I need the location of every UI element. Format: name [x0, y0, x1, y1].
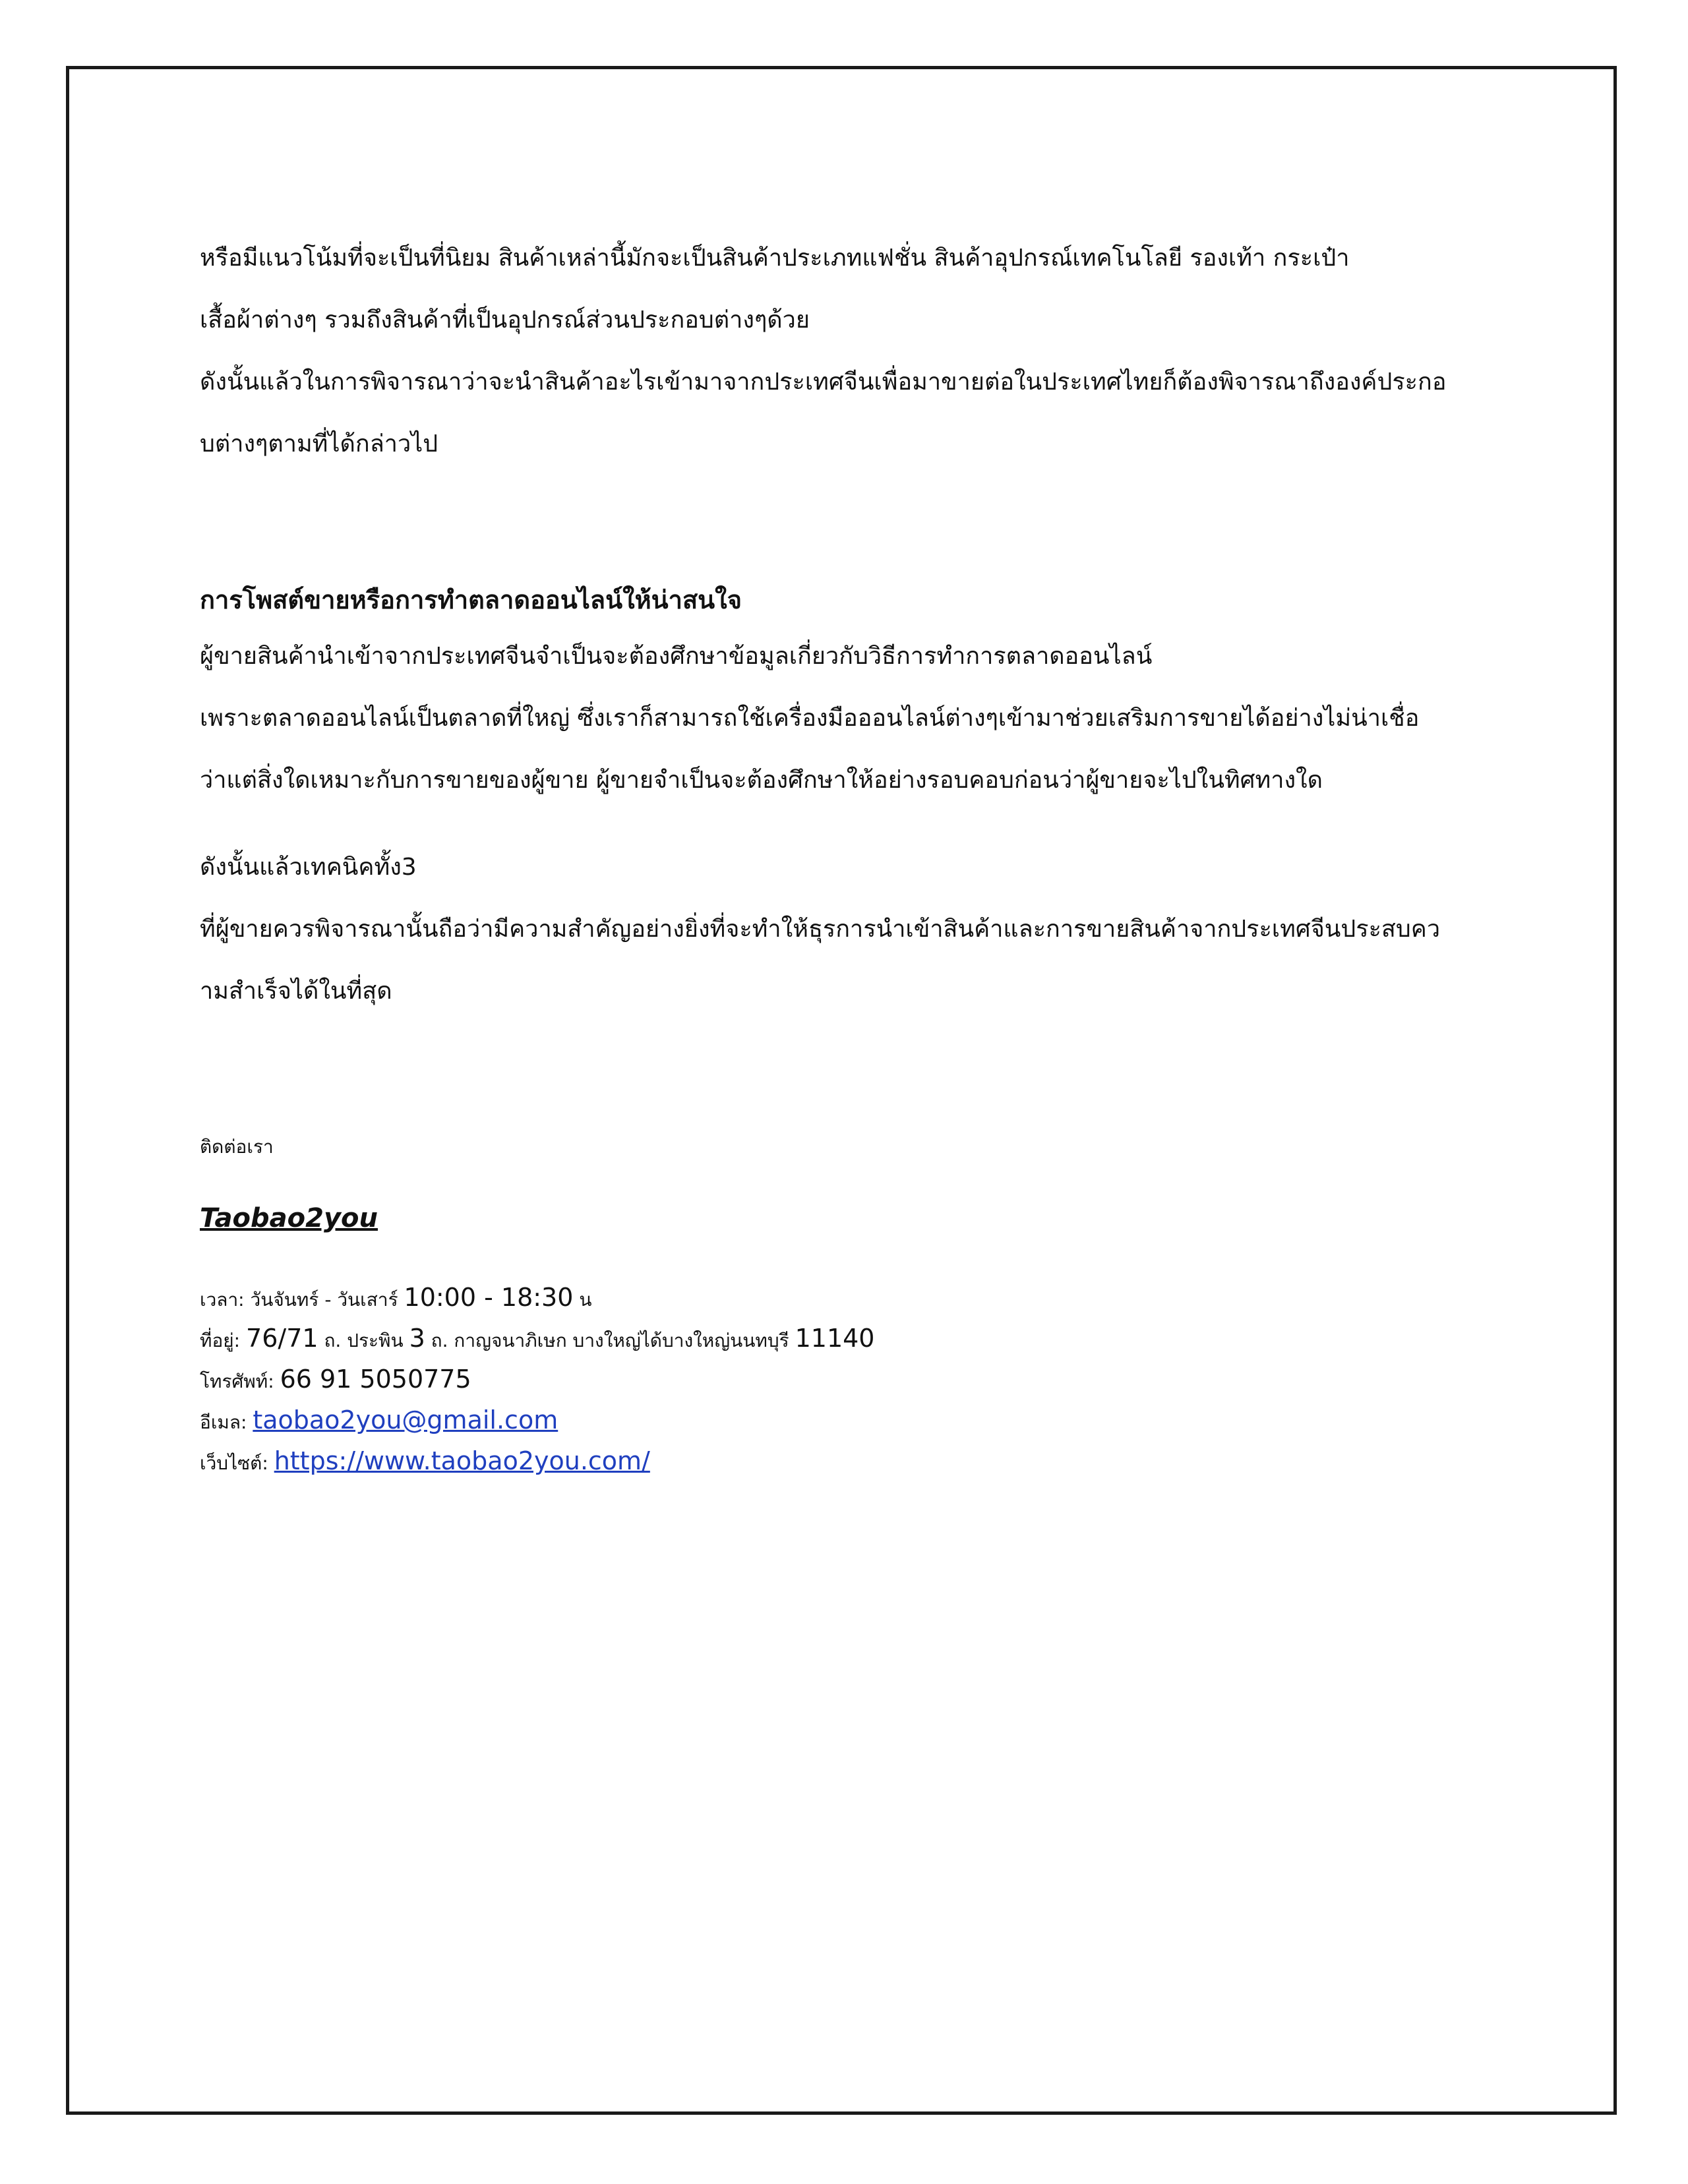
paragraph-1-line-2: เสื้อผ้าต่างๆ รวมถึงสินค้าที่เป็นอุปกรณ์ส่วนประกอบต่างๆด้วย — [200, 307, 810, 334]
contact-phone — [200, 1363, 471, 1398]
paragraph-2-line-3: ว่าแต่สิ่งใดเหมาะกับการขายของผู้ขาย ผู้ขายจำเป็นจะต้องศึกษาให้อย่างรอบคอบก่อนว่าผู้ขายจะไปในทิศทางใด — [200, 767, 1323, 794]
address-label: ที่อยู่: — [200, 1330, 241, 1351]
paragraph-2-line-2: เพราะตลาดออนไลน์เป็นตลาดที่ใหญ่ ซึ่งเราก็สามารถใช้เครื่องมือออนไลน์ต่างๆเข้ามาช่วยเสริมการขายได้อย่างไม่น่าเชื่อ — [200, 705, 1420, 732]
email-label: อีเมล: — [200, 1411, 247, 1433]
phone-label: โทรศัพท์: — [200, 1371, 274, 1392]
contact-email — [200, 1404, 558, 1438]
section-heading: การโพสต์ขายหรือการทำตลาดออนไลน์ให้น่าสนใจ — [200, 585, 742, 614]
website-link[interactable]: https://www.taobao2you.com/ — [274, 1446, 650, 1475]
address-postcode: 11140 — [795, 1324, 875, 1353]
contact-hours — [200, 1282, 591, 1316]
address-soi: 3 — [409, 1324, 425, 1353]
contact-website — [200, 1445, 650, 1479]
brand-link[interactable]: Taobao2you — [200, 1203, 378, 1233]
email-link[interactable]: taobao2you@gmail.com — [253, 1405, 558, 1434]
paragraph-2-line-1: ผู้ขายสินค้านำเข้าจากประเทศจีนจำเป็นจะต้องศึกษาข้อมูลเกี่ยวกับวิธีการทำการตลาดออนไลน์ — [200, 643, 1153, 670]
hours-label: เวลา: วันจันทร์ - วันเสาร์ — [200, 1289, 398, 1311]
paragraph-3-line-3: ามสำเร็จได้ในที่สุด — [200, 978, 392, 1005]
hours-suffix: น — [579, 1289, 592, 1311]
paragraph-3-line-1: ดังนั้นแล้วเทคนิคทั้ง3 — [200, 854, 417, 881]
contact-label: ติดต่อเรา — [200, 1136, 274, 1158]
phone-value: 66 91 5050775 — [280, 1365, 471, 1394]
paragraph-1-line-3: ดังนั้นแล้วในการพิจารณาว่าจะนำสินค้าอะไรเข้ามาจากประเทศจีนเพื่อมาขายต่อในประเทศไทยก็ต้องพิจารณาถึงองค์ประกอ — [200, 369, 1447, 396]
address-district: ถ. กาญจนาภิเษก บางใหญ่ได้บางใหญ่นนทบุรี — [431, 1330, 789, 1351]
website-label: เว็บไซต์: — [200, 1452, 268, 1474]
paragraph-3-line-2: ที่ผู้ขายควรพิจารณานั้นถือว่ามีความสำคัญอย่างยิ่งที่จะทำให้ธุรการนำเข้าสินค้าและการขายสินค้าจากประเทศจีนประสบคว — [200, 916, 1441, 943]
address-road: ถ. ประพิน — [324, 1330, 404, 1351]
hours-value: 10:00 - 18:30 — [404, 1283, 574, 1312]
address-number: 76/71 — [246, 1324, 318, 1353]
paragraph-1-line-1: หรือมีแนวโน้มที่จะเป็นที่นิยม สินค้าเหล่านี้มักจะเป็นสินค้าประเภทแฟชั่น สินค้าอุปกรณ์เทคโนโลยี รองเท้า กระเป๋า — [200, 245, 1350, 272]
contact-address — [200, 1322, 874, 1357]
paragraph-1-line-4: บต่างๆตามที่ได้กล่าวไป — [200, 430, 438, 457]
